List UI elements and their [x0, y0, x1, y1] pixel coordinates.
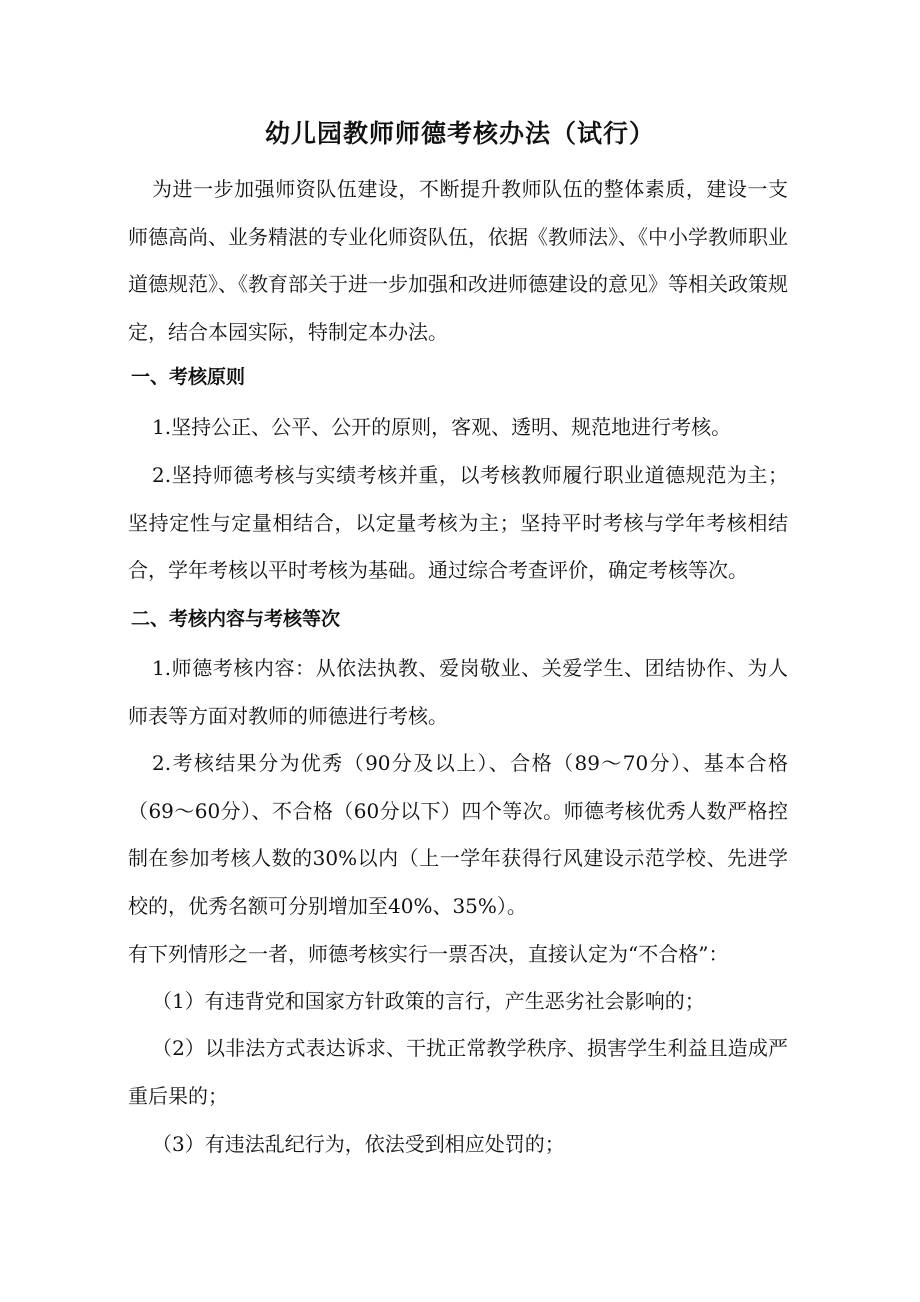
principle-item-1: 1.坚持公正、公平、公开的原则，客观、透明、规范地进行考核。	[152, 415, 732, 439]
section-heading-content-and-grades: 二、考核内容与考核等次	[131, 608, 341, 630]
veto-item-2: （2）以非法方式表达诉求、干扰正常教学秩序、损害学生利益且造成严重后果的；	[128, 1036, 788, 1108]
veto-item-3: （3）有违法乱纪行为，依法受到相应处罚的；	[152, 1132, 565, 1156]
veto-intro: 有下列情形之一者，师德考核实行一票否决，直接认定为“不合格”：	[128, 942, 729, 966]
document-title: 幼儿园教师师德考核办法（试行）	[264, 119, 655, 148]
veto-item-1: （1）有违背党和国家方针政策的言行，产生恶劣社会影响的；	[152, 989, 705, 1013]
content-item-1: 1.师德考核内容：从依法执教、爱岗敬业、关爱学生、团结协作、为人师表等方面对教师的师德进行考核。	[128, 656, 788, 728]
principle-item-2: 2.坚持师德考核与实绩考核并重，以考核教师履行职业道德规范为主；坚持定性与定量相结合，以定量考核为主；坚持平时考核与学年考核相结合，学年考核以平时考核为基础。通过综合考查评价，确定考核等次。	[128, 463, 788, 582]
intro-paragraph: 为进一步加强师资队伍建设，不断提升教师队伍的整体素质，建设一支师德高尚、业务精湛的专业化师资队伍，依据《教师法》、《中小学教师职业道德规范》、《教育部关于进一步加强和改进师德建设的意见》等相关政策规定，结合本园实际，特制定本办法。	[128, 177, 788, 344]
content-item-2: 2.考核结果分为优秀（90分及以上）、合格（89～70分）、基本合格（69～60分）、不合格（60分以下）四个等次。师德考核优秀人数严格控制在参加考核人数的30%以内（上一学年获得行风建设示范学校、先进学校的，优秀名额可分别增加至40%、35%）。	[128, 751, 788, 918]
section-heading-principles: 一、考核原则	[131, 366, 246, 388]
